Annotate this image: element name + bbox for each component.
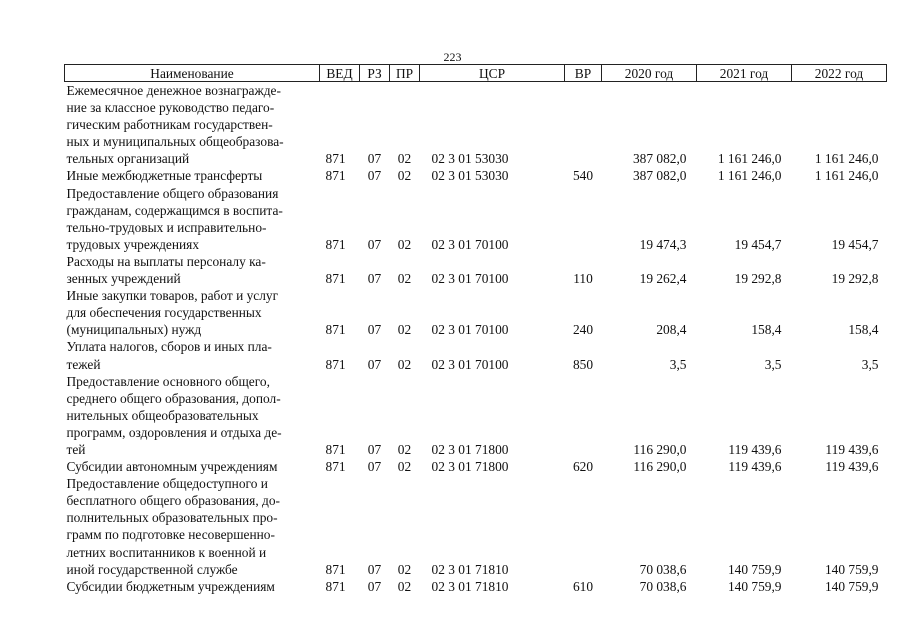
header-csr: ЦСР [420,65,565,82]
cell-y2022: 140 759,9 [824,561,879,577]
row-name-line: Предоставление основного общего, [66,373,270,389]
cell-y2021: 119 439,6 [728,459,782,475]
row-name-line: программ, оздоровления и отдыха де- [66,424,282,440]
row-name-line: бесплатного общего образования, до- [66,493,280,509]
header-2020: 2020 год [602,65,697,82]
cell-vr: 540 [572,168,594,184]
cell-y2020: 70 038,6 [639,578,687,594]
cell-pr: 02 [397,561,412,577]
row-name-line: полнительных образовательных про- [66,510,278,526]
row-name [65,578,320,595]
table-row [65,578,887,595]
cell-pr: 02 [397,151,412,167]
table-row [65,253,887,287]
budget-table [64,64,887,595]
cell-y2020: 116 290,0 [633,441,687,457]
row-name-line: тей [66,441,86,457]
cell-y2022: 1 161 246,0 [814,168,879,184]
cell-y2021: 3,5 [764,356,782,372]
cell-vr [565,82,602,168]
cell-ved: 871 [325,322,346,338]
cell-rz: 07 [367,441,382,457]
row-name-line: Предоставление общедоступного и [66,476,268,492]
row-name [65,373,320,458]
header-2021: 2021 год [697,65,792,82]
cell-pr: 02 [397,322,412,338]
row-name-line: ние за классное руководство педаго- [66,100,275,116]
row-name-line: Иные межбюджетные трансферты [66,168,263,184]
cell-rz: 07 [367,578,382,594]
cell-vr: 850 [572,356,594,372]
cell-vr: 240 [572,322,594,338]
cell-y2022: 1 161 246,0 [814,151,879,167]
cell-y2022: 19 454,7 [831,236,879,252]
cell-csr: 02 3 01 53030 [431,151,509,167]
row-name-line: тельных организаций [66,151,190,167]
cell-rz: 07 [367,168,382,184]
cell-y2022: 19 292,8 [831,271,879,287]
cell-ved: 871 [325,151,346,167]
cell-rz: 07 [367,561,382,577]
row-name-line: Ежемесячное денежное вознагражде- [66,83,281,98]
cell-csr: 02 3 01 71810 [431,578,509,594]
cell-csr: 02 3 01 71800 [431,459,509,475]
cell-csr: 02 3 01 71800 [431,441,509,457]
row-name-line: иной государственной службе [66,561,238,577]
cell-rz: 07 [367,356,382,372]
row-name [65,338,320,372]
cell-pr: 02 [397,271,412,287]
row-name [65,185,320,253]
row-name [65,287,320,338]
cell-ved: 871 [325,578,346,594]
cell-rz: 07 [367,236,382,252]
cell-ved: 871 [325,561,346,577]
cell-y2020: 116 290,0 [633,459,687,475]
cell-y2021: 19 454,7 [734,236,782,252]
cell-vr [565,475,602,578]
cell-pr: 02 [397,578,412,594]
row-name-line: летних воспитанников к военной и [66,544,267,560]
cell-ved: 871 [325,168,346,184]
table-row [65,287,887,338]
cell-y2022: 119 439,6 [825,459,879,475]
cell-y2021: 19 292,8 [734,271,782,287]
page-number: 223 [443,50,462,64]
cell-ved: 871 [325,271,346,287]
cell-y2021: 1 161 246,0 [717,151,782,167]
row-name-line: Уплата налогов, сборов и иных пла- [66,339,272,355]
cell-csr: 02 3 01 70100 [431,236,509,252]
cell-ved: 871 [325,236,346,252]
cell-ved: 871 [325,441,346,457]
row-name [65,82,320,168]
cell-pr: 02 [397,236,412,252]
table-row [65,373,887,458]
header-name: Наименование [65,65,320,82]
row-name-line: Предоставление общего образования [66,185,279,201]
cell-pr: 02 [397,168,412,184]
row-name-line: гражданам, содержащимся в воспита- [66,202,283,218]
cell-vr: 110 [573,271,593,287]
row-name-line: тельно-трудовых и исправительно- [66,219,267,235]
header-vr: ВР [565,65,602,82]
row-name-line: среднего общего образования, допол- [66,390,281,406]
cell-vr [565,373,602,458]
header-2022: 2022 год [792,65,887,82]
cell-csr: 02 3 01 70100 [431,271,509,287]
row-name-line: Расходы на выплаты персоналу ка- [66,253,266,269]
cell-y2020: 387 082,0 [632,168,687,184]
row-name-line: (муниципальных) нужд [66,322,202,338]
row-name [65,475,320,578]
header-ved: ВЕД [320,65,360,82]
cell-y2020: 70 038,6 [639,561,687,577]
table-row [65,167,887,184]
cell-y2020: 19 262,4 [639,271,687,287]
row-name-line: гическим работникам государствен- [66,117,273,133]
cell-y2020: 19 474,3 [639,236,687,252]
table-row [65,475,887,578]
table-row [65,185,887,253]
cell-rz: 07 [367,271,382,287]
cell-y2021: 158,4 [751,322,782,338]
cell-rz: 07 [367,459,382,475]
row-name-line: тежей [66,356,101,372]
row-name [65,253,320,287]
table-body [65,82,887,595]
cell-csr: 02 3 01 70100 [431,356,509,372]
cell-y2021: 140 759,9 [727,578,782,594]
row-name [65,167,320,184]
cell-rz: 07 [367,151,382,167]
row-name-line: ных и муниципальных общеобразова- [66,134,284,150]
table-header-row [65,65,887,82]
row-name-line: зенных учреждений [66,271,181,287]
cell-y2020: 208,4 [656,322,687,338]
table-row [65,458,887,475]
cell-y2022: 3,5 [861,356,879,372]
table-row [65,338,887,372]
header-rz: РЗ [360,65,390,82]
cell-ved: 871 [325,459,346,475]
cell-rz: 07 [367,322,382,338]
cell-pr: 02 [397,356,412,372]
row-name-line: Иные закупки товаров, работ и услуг [66,288,279,304]
cell-vr: 620 [572,459,594,475]
row-name-line: трудовых учреждениях [66,236,200,252]
cell-vr [565,185,602,253]
cell-y2022: 140 759,9 [824,578,879,594]
cell-y2022: 158,4 [848,322,879,338]
row-name-line: нительных общеобразовательных [66,407,259,423]
cell-pr: 02 [397,441,412,457]
cell-y2020: 387 082,0 [632,151,687,167]
cell-vr: 610 [572,578,594,594]
row-name-line: Субсидии автономным учреждениям [66,459,278,475]
cell-y2022: 119 439,6 [825,441,879,457]
row-name-line: грамм по подготовке несовершенно- [66,527,275,543]
row-name-line: для обеспечения государственных [66,305,262,321]
cell-ved: 871 [325,356,346,372]
row-name-line: Субсидии бюджетным учреждениям [66,578,275,594]
cell-y2021: 140 759,9 [727,561,782,577]
cell-csr: 02 3 01 70100 [431,322,509,338]
cell-csr: 02 3 01 71810 [431,561,509,577]
cell-pr: 02 [397,459,412,475]
header-pr: ПР [390,65,420,82]
cell-y2020: 3,5 [669,356,687,372]
table-row [65,82,887,168]
cell-csr: 02 3 01 53030 [431,168,509,184]
row-name [65,458,320,475]
cell-y2021: 119 439,6 [728,441,782,457]
cell-y2021: 1 161 246,0 [717,168,782,184]
